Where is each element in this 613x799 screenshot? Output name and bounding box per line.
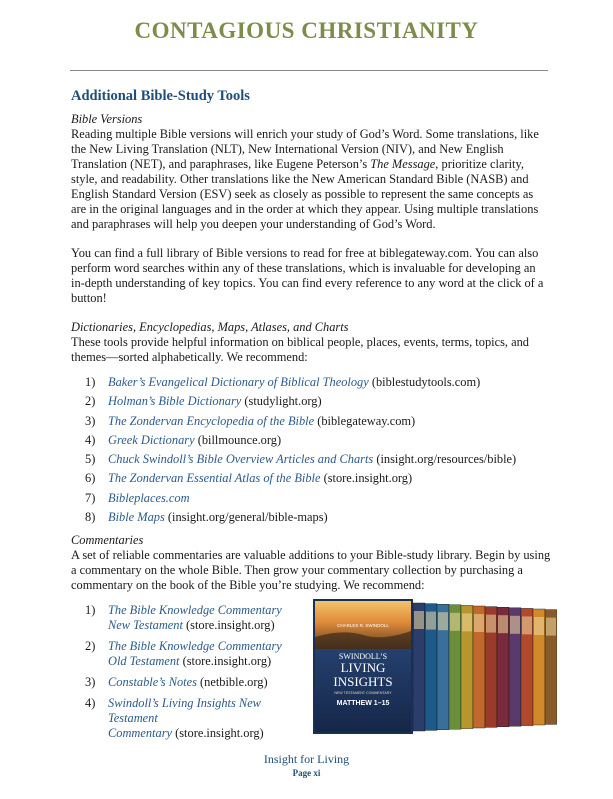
list-number: 4)	[85, 432, 96, 447]
book-subtitle: NEW TESTAMENT COMMENTARY	[334, 691, 392, 695]
resource-link[interactable]: Bible Maps	[108, 510, 165, 525]
list-number: 3)	[85, 413, 96, 428]
book-series-line-1: SWINDOLL’S	[338, 652, 388, 661]
commentary-list-item	[71, 603, 301, 633]
book-spine-band	[546, 618, 556, 636]
commentary-set-image	[313, 597, 557, 736]
book-series-line-3: INSIGHTS	[333, 674, 393, 689]
commentaries-intro: A set of reliable commentaries are valuable additions to your Bible-study library. Begin by using a commentary on the whole Bible. Then grow your commentary collection by purchasing a commentary on the book of the Bible you’re studying. We recommend:	[71, 548, 551, 593]
footer-publisher: Insight for Living	[263, 752, 350, 766]
book-spine-band	[510, 616, 520, 634]
resource-source: (studylight.org)	[241, 394, 322, 409]
resource-link[interactable]: Bibleplaces.com	[108, 490, 190, 505]
footer-page-number: Page xi	[292, 768, 321, 778]
commentaries-heading: Commentaries	[71, 533, 144, 548]
book-spine-band	[426, 612, 436, 630]
resource-source: (insight.org/general/bible-maps)	[164, 510, 328, 525]
resource-source: (billmounce.org)	[194, 432, 282, 447]
commentary-list-item	[71, 696, 301, 741]
book-spine-band	[534, 617, 544, 635]
commentary-source: (store.insight.org)	[182, 618, 275, 633]
book-author: CHARLES R. SWINDOLL	[337, 623, 389, 628]
commentary-link-line-2[interactable]: Commentary	[108, 726, 173, 741]
resource-link[interactable]: Holman’s Bible Dictionary	[108, 394, 242, 409]
bible-versions-heading: Bible Versions	[71, 112, 143, 126]
book-spine-band	[522, 616, 532, 634]
commentary-list-item	[71, 675, 301, 690]
list-number: 1)	[85, 603, 96, 618]
dictionary-list-item	[71, 491, 551, 506]
list-number: 6)	[85, 471, 96, 486]
bible-versions-paragraph-2: You can find a full library of Bible versions to read for free at biblegateway.com. You can also perform word searches within any of these translations, which is invaluable for developing an in-depth understanding of key topics. You can find every reference to any word at the click of a button!	[71, 246, 544, 305]
dictionary-list-item	[71, 510, 551, 525]
bible-versions-paragraph-1: Reading multiple Bible versions will enrich your study of God’s Word. Some translations, like the New Living Translation (NLT), New International Version (NIV), and New English Translation (NET), and paraphrases, like Eugene Peterson’s The Message, prioritize clarity, style, and readability. Other translations like the New American Standard Bible (NASB) and English Standard Version (ESV) seek as closely as possible to represent the same concepts as are in the original languages and in the order at which they appear. Using multiple translations and paraphrases will help you deepen your understanding of God’s Word.	[71, 127, 539, 231]
commentaries-list	[71, 603, 301, 741]
dictionary-list-item	[71, 394, 551, 409]
dictionaries-list	[71, 375, 551, 525]
dictionaries-heading: Dictionaries, Encyclopedias, Maps, Atlases, and Charts	[71, 320, 349, 334]
book-spine-band	[450, 613, 460, 631]
section-title: Additional Bible-Study Tools	[71, 88, 250, 104]
book-series-line-2: LIVING	[340, 660, 386, 675]
resource-link[interactable]: Baker’s Evangelical Dictionary of Biblical Theology	[108, 375, 369, 389]
resource-link[interactable]: The Zondervan Essential Atlas of the Bible	[108, 471, 321, 486]
commentary-source: (store.insight.org)	[172, 726, 264, 741]
list-number: 5)	[85, 452, 96, 467]
resource-link[interactable]: The Zondervan Encyclopedia of the Bible	[108, 413, 315, 428]
commentary-link-line-2[interactable]: Old Testament	[108, 654, 180, 669]
header-divider	[70, 70, 548, 71]
book-spine-band	[498, 615, 508, 633]
list-number: 1)	[85, 375, 96, 389]
list-number: 4)	[85, 696, 96, 711]
resource-link[interactable]: Chuck Swindoll’s Bible Overview Articles and Charts	[108, 452, 374, 467]
list-number: 3)	[85, 675, 96, 690]
commentary-link[interactable]: Swindoll’s Living Insights New Testament	[108, 696, 261, 726]
book-spine-band	[438, 612, 448, 630]
book-spine-band	[414, 611, 424, 629]
book-volume: MATTHEW 1–15	[336, 700, 390, 707]
page-title: CONTAGIOUS CHRISTIANITY	[134, 18, 479, 43]
commentary-link[interactable]: The Bible Knowledge Commentary	[108, 639, 282, 654]
commentary-link-line-2[interactable]: New Testament	[108, 618, 183, 633]
book-spine-band	[462, 613, 472, 631]
dictionary-list-item	[71, 375, 551, 390]
dictionary-list-item	[71, 433, 551, 448]
list-number: 8)	[85, 510, 96, 525]
resource-source: (store.insight.org)	[320, 471, 413, 486]
commentary-source: (netbible.org)	[196, 675, 268, 690]
book-spine-band	[474, 614, 484, 632]
commentary-source: (store.insight.org)	[179, 654, 272, 669]
list-number: 7)	[85, 490, 96, 505]
book-spine-band	[486, 615, 496, 633]
resource-source: (biblestudytools.com)	[368, 375, 481, 389]
commentary-link[interactable]: Constable’s Notes	[108, 675, 197, 690]
dictionaries-intro: These tools provide helpful information on biblical people, places, events, terms, topics, and themes—sorted alphabetically. We recommend:	[71, 335, 529, 364]
page-footer	[0, 752, 613, 778]
dictionary-list-item	[71, 471, 551, 486]
resource-source: (insight.org/resources/bible)	[373, 452, 517, 467]
resource-source: (biblegateway.com)	[314, 413, 416, 428]
dictionary-list-item	[71, 414, 551, 429]
resource-link[interactable]: Greek Dictionary	[108, 432, 195, 447]
commentary-link[interactable]: The Bible Knowledge Commentary	[108, 603, 282, 618]
list-number: 2)	[85, 394, 96, 409]
commentary-list-item	[71, 639, 301, 669]
list-number: 2)	[85, 639, 96, 654]
dictionary-list-item	[71, 452, 551, 467]
